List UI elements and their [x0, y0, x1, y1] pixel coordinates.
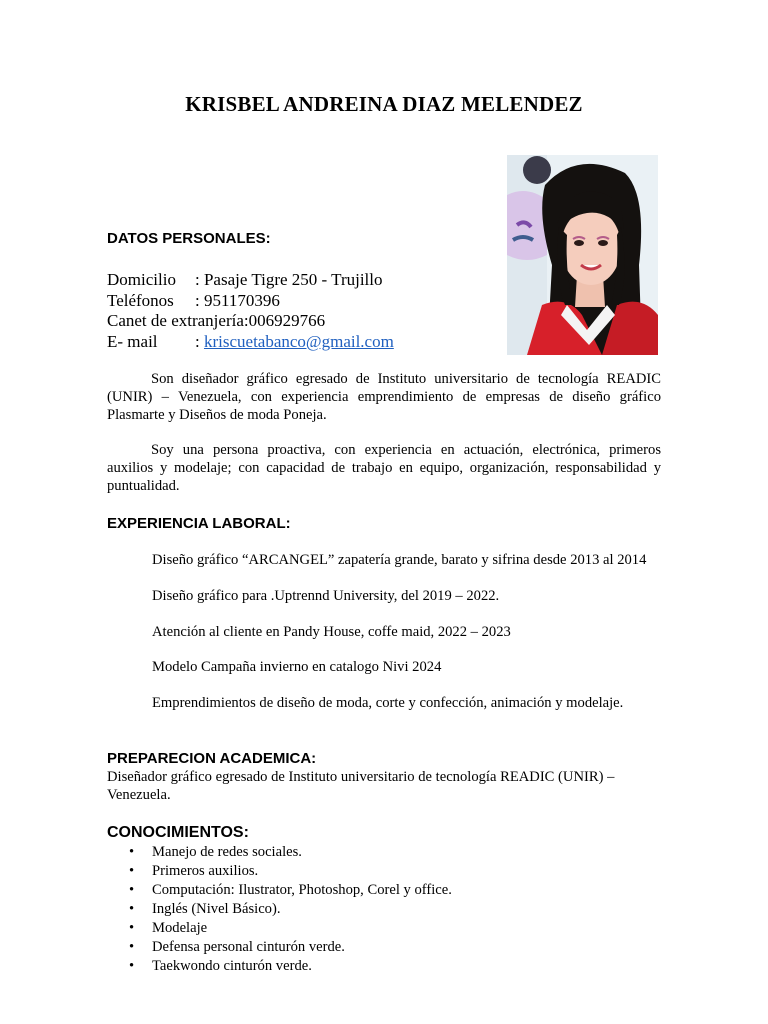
skills-item-text: Inglés (Nivel Básico).: [152, 901, 281, 917]
bullet-icon: •: [129, 939, 135, 955]
experience-item: Diseño gráfico para .Uptrennd University, del 2019 – 2022.: [152, 588, 500, 604]
bullet-icon: •: [129, 958, 135, 974]
address-value: : Pasaje Tigre 250 - Trujillo: [195, 270, 383, 289]
summary-paragraph: Soy una persona proactiva, con experiencia en actuación, electrónica, primeros auxilios y modelaje; con capacidad de trabajo en equipo, organización, responsabilidad y puntualidad.: [107, 442, 661, 494]
cv-name-title: KRISBEL ANDREINA DIAZ MELENDEZ: [185, 92, 583, 116]
skills-item-text: Defensa personal cinturón verde.: [152, 939, 345, 955]
experience-item: Modelo Campaña invierno en catalogo Nivi 2024: [152, 659, 442, 675]
experience-item: Diseño gráfico “ARCANGEL” zapatería grande, barato y sifrina desde 2013 al 2014: [152, 552, 647, 568]
skills-item-text: Taekwondo cinturón verde.: [152, 958, 312, 974]
summary-paragraph: Son diseñador gráfico egresado de Instituto universitario de tecnología READIC (UNIR) – Venezuela, con experiencia emprendimiento de empresas de diseño gráfico Plasmarte y Diseños de moda Poneja.: [107, 371, 661, 423]
skills-list: [107, 844, 667, 979]
id-row: Canet de extranjería:006929766: [107, 311, 326, 330]
bullet-icon: •: [129, 863, 135, 879]
phone-label: Teléfonos: [107, 290, 174, 310]
academic-text: Diseñador gráfico egresado de Instituto universitario de tecnología READIC (UNIR) – Venezuela.: [107, 769, 615, 803]
bullet-icon: •: [129, 920, 135, 936]
academic-heading: PREPARECION ACADEMICA:: [107, 750, 317, 767]
experience-item: Emprendimientos de diseño de moda, corte y confección, animación y modelaje.: [152, 695, 624, 711]
personal-data-heading: DATOS PERSONALES:: [107, 230, 271, 247]
phone-value: : 951170396: [195, 290, 280, 310]
email-row: [107, 332, 394, 353]
skills-item-text: Manejo de redes sociales.: [152, 844, 302, 860]
address-label: Domicilio: [107, 270, 176, 289]
profile-photo-image: [507, 155, 658, 355]
email-separator: :: [195, 331, 204, 351]
address-row: [107, 270, 383, 291]
experience-item: Atención al cliente en Pandy House, coffe maid, 2022 – 2023: [152, 624, 511, 640]
profile-photo: [507, 155, 658, 355]
phone-row: [107, 291, 280, 312]
bullet-icon: •: [129, 844, 135, 860]
bullet-icon: •: [129, 882, 135, 898]
bullet-icon: •: [129, 901, 135, 917]
skills-item-text: Computación: Ilustrator, Photoshop, Corel y office.: [152, 882, 452, 898]
skills-heading: CONOCIMIENTOS:: [107, 824, 249, 841]
personal-data-block: [107, 270, 507, 354]
skills-item-text: Primeros auxilios.: [152, 863, 259, 879]
email-label: E- mail: [107, 331, 158, 351]
skills-item-text: Modelaje: [152, 920, 208, 936]
email-link[interactable]: kriscuetabanco@gmail.com: [203, 331, 394, 351]
experience-heading: EXPERIENCIA LABORAL:: [107, 515, 291, 532]
